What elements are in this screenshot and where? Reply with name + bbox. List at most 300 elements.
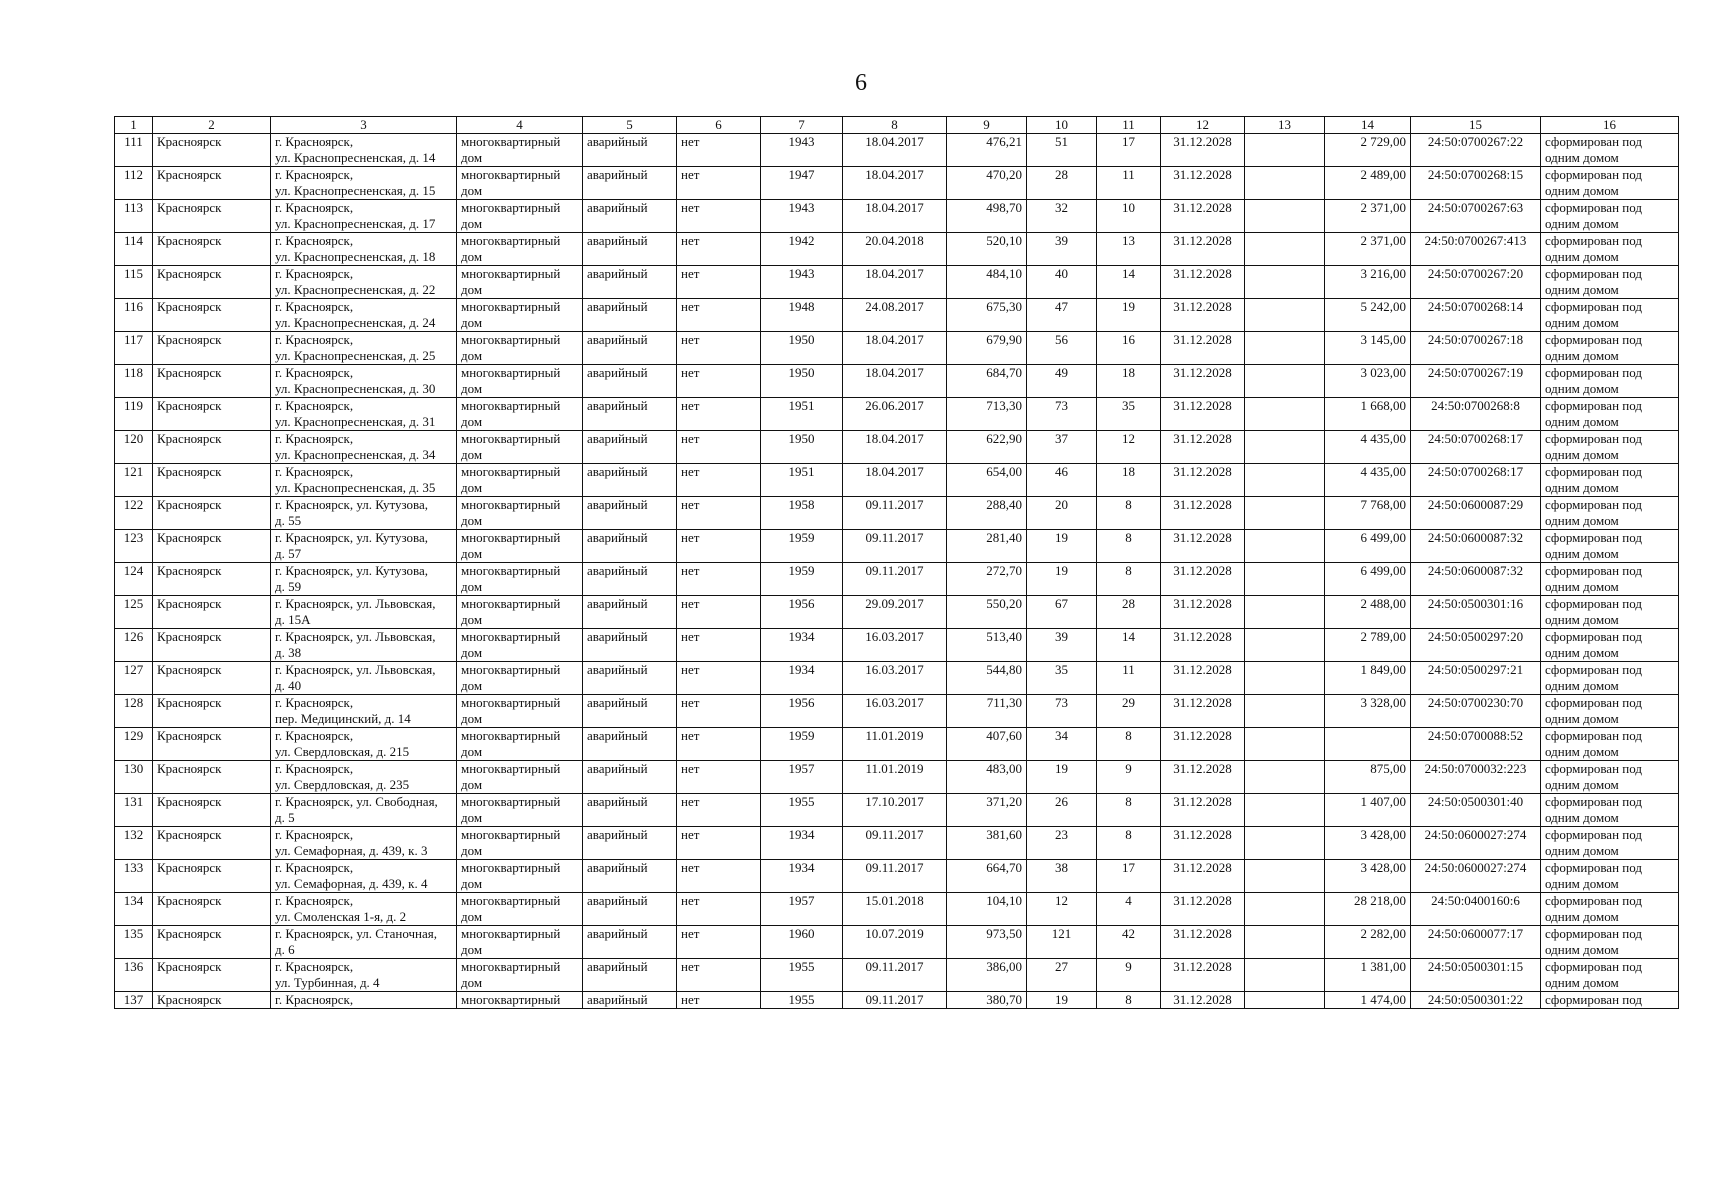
- cell-col6-line-1: нет: [681, 662, 700, 677]
- cell-year: [761, 365, 843, 398]
- cell-date: [843, 299, 947, 332]
- cell-city-line-1: Красноярск: [157, 233, 222, 248]
- cell-deadline-line-1: 31.12.2028: [1173, 728, 1232, 743]
- cell-condition: [583, 332, 677, 365]
- cell-condition-line-1: аварийный: [587, 662, 648, 677]
- cell-note: [1541, 596, 1679, 629]
- cell-date-line-1: 18.04.2017: [865, 200, 924, 215]
- cell-building-type-line-1: многоквартирный: [461, 959, 561, 974]
- cell-year-line-1: 1955: [788, 794, 815, 809]
- cell-address: [271, 794, 457, 827]
- cell-cadastral-number-line-1: 24:50:0700268:17: [1427, 464, 1524, 479]
- cell-condition: [583, 233, 677, 266]
- cell-city: [153, 266, 271, 299]
- cell-deadline-line-1: 31.12.2028: [1173, 398, 1232, 413]
- cell-year-line-1: 1959: [788, 563, 815, 578]
- cell-col11-line-1: 8: [1125, 728, 1132, 743]
- cell-address: [271, 563, 457, 596]
- cell-number: [115, 464, 153, 497]
- cell-condition-line-1: аварийный: [587, 200, 648, 215]
- cell-cadastral-number-line-1: 24:50:0700230:70: [1427, 695, 1524, 710]
- cell-cadastral-number: [1411, 992, 1541, 1009]
- cell-address: [271, 629, 457, 662]
- cell-col14-line-1: 3 216,00: [1360, 266, 1406, 281]
- cell-col6: [677, 959, 761, 992]
- cell-deadline-line-1: 31.12.2028: [1173, 299, 1232, 314]
- cell-area: [947, 893, 1027, 926]
- cell-col11: [1097, 695, 1161, 728]
- cell-note: [1541, 167, 1679, 200]
- cell-note-line-1: сформирован под: [1545, 596, 1642, 611]
- cell-col13: [1245, 563, 1325, 596]
- cell-city-line-1: Красноярск: [157, 596, 222, 611]
- cell-number: [115, 860, 153, 893]
- cell-col10: [1027, 959, 1097, 992]
- cell-date: [843, 266, 947, 299]
- column-header-2: 2: [153, 117, 271, 134]
- cell-note: [1541, 200, 1679, 233]
- cell-address: [271, 926, 457, 959]
- cell-address: [271, 167, 457, 200]
- cell-note-line-2: одним домом: [1545, 711, 1619, 726]
- cell-cadastral-number: [1411, 926, 1541, 959]
- cell-year-line-1: 1943: [788, 134, 815, 149]
- cell-building-type-line-1: многоквартирный: [461, 398, 561, 413]
- cell-col14: [1325, 662, 1411, 695]
- cell-deadline-line-1: 31.12.2028: [1173, 530, 1232, 545]
- cell-area-line-1: 288,40: [986, 497, 1022, 512]
- cell-number-line-1: 132: [123, 827, 144, 842]
- cell-col10-line-1: 49: [1055, 365, 1068, 380]
- cell-city: [153, 233, 271, 266]
- cell-building-type-line-2: дом: [461, 579, 483, 594]
- cell-note: [1541, 695, 1679, 728]
- cell-note-line-2: одним домом: [1545, 909, 1619, 924]
- cell-note-line-1: сформирован под: [1545, 134, 1642, 149]
- cell-city: [153, 530, 271, 563]
- cell-building-type: [457, 299, 583, 332]
- cell-col10-line-1: 67: [1055, 596, 1068, 611]
- cell-cadastral-number: [1411, 497, 1541, 530]
- cell-address-line-1: г. Красноярск, ул. Кутузова,: [275, 497, 429, 512]
- cell-date-line-1: 09.11.2017: [865, 530, 924, 545]
- cell-address-line-1: г. Красноярск,: [275, 299, 354, 314]
- cell-col10: [1027, 893, 1097, 926]
- cell-area: [947, 365, 1027, 398]
- cell-area-line-1: 550,20: [986, 596, 1022, 611]
- cell-note: [1541, 860, 1679, 893]
- cell-deadline-line-1: 31.12.2028: [1173, 761, 1232, 776]
- table-row: [115, 992, 1679, 1009]
- cell-cadastral-number: [1411, 563, 1541, 596]
- cell-col11-line-1: 14: [1122, 266, 1135, 281]
- table-row: [115, 926, 1679, 959]
- cell-col14: [1325, 299, 1411, 332]
- cell-note-line-2: одним домом: [1545, 579, 1619, 594]
- cell-col10-line-1: 19: [1055, 530, 1068, 545]
- cell-number-line-1: 126: [123, 629, 144, 644]
- cell-date: [843, 662, 947, 695]
- cell-year: [761, 761, 843, 794]
- cell-col6: [677, 530, 761, 563]
- cell-city: [153, 794, 271, 827]
- cell-address-line-2: д. 57: [275, 546, 302, 561]
- cell-col10-line-1: 73: [1055, 398, 1068, 413]
- cell-area: [947, 200, 1027, 233]
- cell-area-line-1: 476,21: [986, 134, 1022, 149]
- cell-col6-line-1: нет: [681, 530, 700, 545]
- cell-address: [271, 497, 457, 530]
- cell-col11: [1097, 893, 1161, 926]
- cell-area-line-1: 386,00: [986, 959, 1022, 974]
- cell-col10-line-1: 32: [1055, 200, 1068, 215]
- cell-number: [115, 563, 153, 596]
- cell-deadline: [1161, 332, 1245, 365]
- cell-number: [115, 431, 153, 464]
- cell-deadline: [1161, 167, 1245, 200]
- cell-deadline-line-1: 31.12.2028: [1173, 695, 1232, 710]
- cell-address-line-1: г. Красноярск,: [275, 266, 354, 281]
- cell-col6: [677, 200, 761, 233]
- cell-number: [115, 596, 153, 629]
- cell-city-line-1: Красноярск: [157, 299, 222, 314]
- cell-note-line-2: одним домом: [1545, 678, 1619, 693]
- cell-area-line-1: 684,70: [986, 365, 1022, 380]
- cell-condition-line-1: аварийный: [587, 695, 648, 710]
- cell-col11: [1097, 959, 1161, 992]
- cell-city: [153, 761, 271, 794]
- cell-col6-line-1: нет: [681, 431, 700, 446]
- cell-note-line-2: одним домом: [1545, 381, 1619, 396]
- cell-col10: [1027, 563, 1097, 596]
- cell-building-type-line-1: многоквартирный: [461, 497, 561, 512]
- cell-condition: [583, 497, 677, 530]
- cell-building-type: [457, 332, 583, 365]
- cell-condition-line-1: аварийный: [587, 365, 648, 380]
- cell-col14-line-1: 875,00: [1370, 761, 1406, 776]
- cell-city-line-1: Красноярск: [157, 365, 222, 380]
- cell-cadastral-number-line-1: 24:50:0600087:32: [1427, 530, 1524, 545]
- cell-col14-line-1: 2 371,00: [1360, 200, 1406, 215]
- cell-col14: [1325, 398, 1411, 431]
- cell-col11: [1097, 332, 1161, 365]
- cell-col6: [677, 695, 761, 728]
- cell-condition: [583, 827, 677, 860]
- cell-col6: [677, 497, 761, 530]
- cell-date: [843, 431, 947, 464]
- table-row: [115, 497, 1679, 530]
- cell-col11: [1097, 530, 1161, 563]
- cell-building-type: [457, 761, 583, 794]
- cell-col14: [1325, 167, 1411, 200]
- table-row: [115, 629, 1679, 662]
- cell-cadastral-number: [1411, 134, 1541, 167]
- cell-address-line-2: ул. Краснопресненская, д. 18: [275, 249, 436, 264]
- cell-number-line-1: 116: [123, 299, 144, 314]
- cell-address-line-1: г. Красноярск,: [275, 761, 354, 776]
- cell-note-line-1: сформирован под: [1545, 497, 1642, 512]
- cell-col11: [1097, 827, 1161, 860]
- cell-date-line-1: 18.04.2017: [865, 431, 924, 446]
- cell-deadline-line-1: 31.12.2028: [1173, 134, 1232, 149]
- cell-col14: [1325, 926, 1411, 959]
- cell-condition: [583, 860, 677, 893]
- cell-building-type: [457, 794, 583, 827]
- cell-condition-line-1: аварийный: [587, 167, 648, 182]
- cell-city: [153, 200, 271, 233]
- cell-col13: [1245, 893, 1325, 926]
- cell-col14-line-1: 7 768,00: [1360, 497, 1406, 512]
- cell-area-line-1: 380,70: [986, 992, 1022, 1007]
- cell-col13: [1245, 629, 1325, 662]
- cell-date: [843, 728, 947, 761]
- cell-deadline: [1161, 761, 1245, 794]
- cell-cadastral-number: [1411, 794, 1541, 827]
- cell-deadline: [1161, 827, 1245, 860]
- cell-note: [1541, 464, 1679, 497]
- cell-col14-line-1: 3 023,00: [1360, 365, 1406, 380]
- cell-deadline: [1161, 299, 1245, 332]
- cell-col6: [677, 398, 761, 431]
- cell-deadline-line-1: 31.12.2028: [1173, 992, 1232, 1007]
- cell-date: [843, 959, 947, 992]
- cell-note-line-1: сформирован под: [1545, 464, 1642, 479]
- cell-address-line-1: г. Красноярск,: [275, 728, 354, 743]
- cell-year-line-1: 1934: [788, 827, 815, 842]
- cell-address-line-1: г. Красноярск, ул. Львовская,: [275, 629, 436, 644]
- cell-year-line-1: 1934: [788, 860, 815, 875]
- cell-condition: [583, 662, 677, 695]
- cell-note: [1541, 959, 1679, 992]
- cell-col10: [1027, 233, 1097, 266]
- cell-area: [947, 497, 1027, 530]
- cell-note: [1541, 761, 1679, 794]
- cell-col14-line-1: 1 407,00: [1360, 794, 1406, 809]
- cell-deadline: [1161, 860, 1245, 893]
- cell-building-type-line-2: дом: [461, 480, 483, 495]
- cell-col14: [1325, 992, 1411, 1009]
- column-header-3: 3: [271, 117, 457, 134]
- cell-city: [153, 299, 271, 332]
- cell-col6: [677, 761, 761, 794]
- cell-note: [1541, 497, 1679, 530]
- cell-date-line-1: 16.03.2017: [865, 695, 924, 710]
- cell-note-line-2: одним домом: [1545, 546, 1619, 561]
- cell-number: [115, 365, 153, 398]
- cell-address-line-1: г. Красноярск,: [275, 695, 354, 710]
- cell-note: [1541, 794, 1679, 827]
- table-row: [115, 794, 1679, 827]
- cell-city: [153, 860, 271, 893]
- cell-deadline-line-1: 31.12.2028: [1173, 563, 1232, 578]
- cell-col6: [677, 563, 761, 596]
- cell-cadastral-number: [1411, 365, 1541, 398]
- cell-address-line-1: г. Красноярск,: [275, 398, 354, 413]
- cell-col14-line-1: 2 729,00: [1360, 134, 1406, 149]
- cell-col14-line-1: 1 849,00: [1360, 662, 1406, 677]
- cell-col14: [1325, 464, 1411, 497]
- cell-col14: [1325, 200, 1411, 233]
- cell-address: [271, 134, 457, 167]
- cell-date: [843, 860, 947, 893]
- cell-deadline: [1161, 563, 1245, 596]
- cell-cadastral-number-line-1: 24:50:0700267:20: [1427, 266, 1524, 281]
- cell-col6: [677, 332, 761, 365]
- column-header-11: 11: [1097, 117, 1161, 134]
- cell-col6-line-1: нет: [681, 497, 700, 512]
- cell-cadastral-number-line-1: 24:50:0600077:17: [1427, 926, 1524, 941]
- cell-date: [843, 233, 947, 266]
- cell-col6-line-1: нет: [681, 266, 700, 281]
- cell-deadline: [1161, 398, 1245, 431]
- cell-area-line-1: 622,90: [986, 431, 1022, 446]
- cell-area-line-1: 675,30: [986, 299, 1022, 314]
- cell-year: [761, 959, 843, 992]
- cell-col14-line-1: 3 428,00: [1360, 860, 1406, 875]
- cell-building-type-line-1: многоквартирный: [461, 134, 561, 149]
- cell-city-line-1: Красноярск: [157, 167, 222, 182]
- cell-col6: [677, 464, 761, 497]
- cell-area: [947, 233, 1027, 266]
- cell-cadastral-number: [1411, 827, 1541, 860]
- cell-col13: [1245, 926, 1325, 959]
- cell-condition-line-1: аварийный: [587, 860, 648, 875]
- cell-address: [271, 662, 457, 695]
- cell-building-type-line-1: многоквартирный: [461, 596, 561, 611]
- cell-deadline: [1161, 464, 1245, 497]
- cell-col6: [677, 827, 761, 860]
- column-header-9: 9: [947, 117, 1027, 134]
- cell-col6: [677, 893, 761, 926]
- cell-building-type-line-2: дом: [461, 414, 483, 429]
- cell-date: [843, 992, 947, 1009]
- cell-city: [153, 992, 271, 1009]
- cell-cadastral-number-line-1: 24:50:0700267:63: [1427, 200, 1524, 215]
- cell-year: [761, 629, 843, 662]
- cell-col11-line-1: 8: [1125, 563, 1132, 578]
- cell-note-line-1: сформирован под: [1545, 695, 1642, 710]
- cell-deadline-line-1: 31.12.2028: [1173, 200, 1232, 215]
- cell-col11: [1097, 200, 1161, 233]
- cell-col13: [1245, 233, 1325, 266]
- cell-year-line-1: 1957: [788, 761, 815, 776]
- cell-note-line-1: сформирован под: [1545, 332, 1642, 347]
- cell-col6-line-1: нет: [681, 464, 700, 479]
- cell-note-line-1: сформирован под: [1545, 728, 1642, 743]
- cell-col13: [1245, 167, 1325, 200]
- cell-col6: [677, 299, 761, 332]
- cell-area: [947, 827, 1027, 860]
- cell-address-line-2: ул. Краснопресненская, д. 15: [275, 183, 436, 198]
- cell-building-type: [457, 629, 583, 662]
- cell-col6: [677, 134, 761, 167]
- cell-col11-line-1: 18: [1122, 464, 1135, 479]
- cell-number: [115, 266, 153, 299]
- cell-col10: [1027, 728, 1097, 761]
- cell-col13: [1245, 299, 1325, 332]
- cell-deadline-line-1: 31.12.2028: [1173, 596, 1232, 611]
- cell-address-line-2: ул. Свердловская, д. 235: [275, 777, 410, 792]
- cell-building-type-line-1: многоквартирный: [461, 662, 561, 677]
- cell-address-line-1: г. Красноярск,: [275, 893, 354, 908]
- cell-col10: [1027, 431, 1097, 464]
- cell-building-type: [457, 530, 583, 563]
- cell-year-line-1: 1948: [788, 299, 815, 314]
- cell-col11: [1097, 794, 1161, 827]
- cell-col6-line-1: нет: [681, 893, 700, 908]
- column-header-1: 1: [115, 117, 153, 134]
- cell-condition-line-1: аварийный: [587, 596, 648, 611]
- cell-date-line-1: 18.04.2017: [865, 332, 924, 347]
- cell-col6: [677, 992, 761, 1009]
- cell-cadastral-number-line-1: 24:50:0700267:19: [1427, 365, 1524, 380]
- cell-year: [761, 563, 843, 596]
- table-row: [115, 431, 1679, 464]
- cell-col10: [1027, 926, 1097, 959]
- table-row: [115, 200, 1679, 233]
- cell-city-line-1: Красноярск: [157, 629, 222, 644]
- cell-building-type-line-2: дом: [461, 711, 483, 726]
- cell-cadastral-number: [1411, 761, 1541, 794]
- cell-address-line-1: г. Красноярск, ул. Кутузова,: [275, 563, 429, 578]
- cell-city-line-1: Красноярск: [157, 728, 222, 743]
- cell-address: [271, 827, 457, 860]
- cell-note-line-2: одним домом: [1545, 414, 1619, 429]
- cell-year-line-1: 1951: [788, 464, 815, 479]
- cell-address-line-2: д. 55: [275, 513, 302, 528]
- cell-note-line-2: одним домом: [1545, 645, 1619, 660]
- cell-condition: [583, 266, 677, 299]
- cell-cadastral-number: [1411, 959, 1541, 992]
- cell-building-type: [457, 959, 583, 992]
- cell-cadastral-number-line-1: 24:50:0500297:20: [1427, 629, 1524, 644]
- cell-building-type-line-2: дом: [461, 282, 483, 297]
- cell-note-line-2: одним домом: [1545, 315, 1619, 330]
- cell-note: [1541, 629, 1679, 662]
- cell-condition: [583, 761, 677, 794]
- cell-col11-line-1: 18: [1122, 365, 1135, 380]
- cell-number-line-1: 115: [123, 266, 144, 281]
- cell-year-line-1: 1943: [788, 200, 815, 215]
- cell-col14: [1325, 860, 1411, 893]
- cell-col13: [1245, 332, 1325, 365]
- cell-note-line-1: сформирован под: [1545, 563, 1642, 578]
- cell-condition-line-1: аварийный: [587, 563, 648, 578]
- cell-cadastral-number: [1411, 299, 1541, 332]
- table-row: [115, 728, 1679, 761]
- cell-number-line-1: 134: [123, 893, 144, 908]
- cell-col6: [677, 365, 761, 398]
- cell-note-line-2: одним домом: [1545, 183, 1619, 198]
- cell-date: [843, 761, 947, 794]
- cell-col11: [1097, 629, 1161, 662]
- cell-deadline: [1161, 959, 1245, 992]
- cell-deadline: [1161, 497, 1245, 530]
- cell-area-line-1: 973,50: [986, 926, 1022, 941]
- cell-condition-line-1: аварийный: [587, 794, 648, 809]
- cell-note: [1541, 992, 1679, 1009]
- cell-address-line-2: ул. Краснопресненская, д. 17: [275, 216, 436, 231]
- cell-col11: [1097, 266, 1161, 299]
- cell-date: [843, 530, 947, 563]
- cell-note-line-1: сформирован под: [1545, 893, 1642, 908]
- cell-city-line-1: Красноярск: [157, 134, 222, 149]
- cell-col11: [1097, 860, 1161, 893]
- cell-number-line-1: 121: [123, 464, 144, 479]
- cell-year: [761, 728, 843, 761]
- cell-condition-line-1: аварийный: [587, 761, 648, 776]
- cell-col11-line-1: 8: [1125, 794, 1132, 809]
